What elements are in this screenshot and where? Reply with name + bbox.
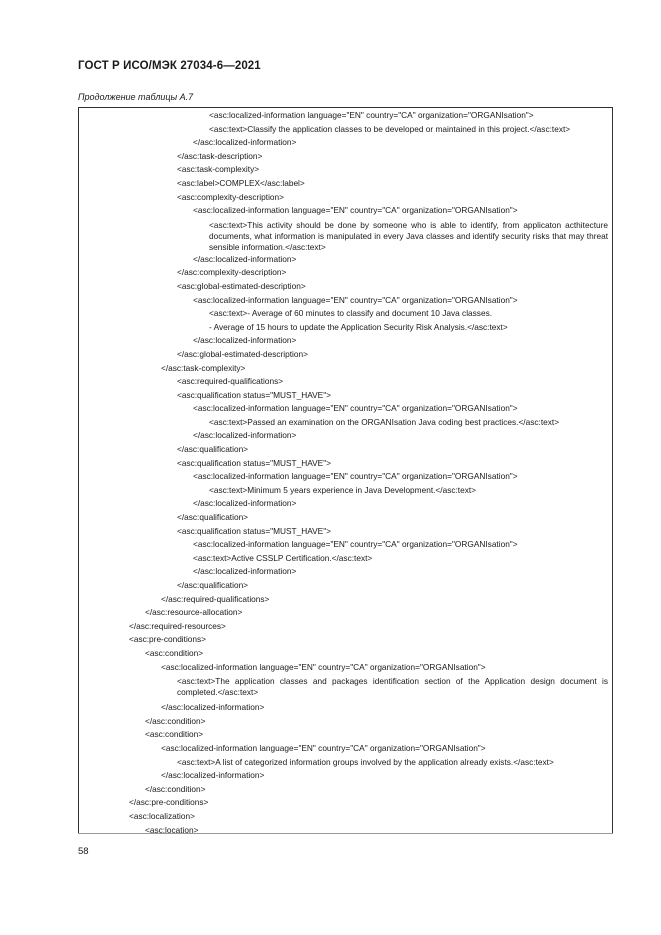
code-line: <asc:text>Minimum 5 years experience in Java Development.</asc:text> (209, 484, 477, 495)
code-line: <asc:qualification status="MUST_HAVE"> (177, 457, 331, 468)
code-line: <asc:condition> (145, 647, 204, 658)
code-line: <asc:text>Classify the application classes to be developed or maintained in this project.</asc:text> (209, 123, 571, 134)
code-line: </asc:pre-conditions> (129, 797, 209, 808)
code-line: </asc:localized-information> (193, 253, 297, 264)
code-line: </asc:localized-information> (193, 498, 297, 509)
code-line: <asc:text>This activity should be done by someone who is able to identify, from applicaton acthitecture documents, what information is manipulated in every Java classes and identify security risks that may threat sensible information.</asc:text> (209, 219, 608, 252)
code-line: <asc:condition> (145, 729, 204, 740)
code-line: <asc:localized-information language="EN" country="CA" organization="ORGANIsation"> (161, 742, 486, 753)
code-line: </asc:localized-information> (161, 702, 265, 713)
code-line: <asc:localized-information language="EN" country="CA" organization="ORGANIsation"> (193, 294, 518, 305)
code-line: </asc:localized-information> (193, 137, 297, 148)
code-line: </asc:qualification> (177, 444, 249, 455)
code-line: </asc:required-qualifications> (161, 593, 270, 604)
code-line: </asc:localized-information> (193, 566, 297, 577)
code-line: <asc:task-complexity> (177, 164, 260, 175)
code-line: <asc:localized-information language="EN" country="CA" organization="ORGANIsation"> (193, 403, 518, 414)
code-line: <asc:complexity-description> (177, 191, 284, 202)
code-line: <asc:location> (145, 824, 199, 835)
code-line: <asc:pre-conditions> (129, 634, 207, 645)
code-line: <asc:text>Passed an examination on the ORGANIsation Java coding best practices.</asc:text> (209, 416, 560, 427)
code-line: <asc:text>A list of categorized information groups involved by the application already exists.</asc:text> (177, 756, 554, 767)
code-line: <asc:text>The application classes and packages identification section of the Application design document is completed.</asc:text> (177, 676, 608, 698)
code-line: </asc:condition> (145, 715, 206, 726)
table-bottom-rule (78, 833, 613, 834)
code-line: <asc:localization> (129, 810, 195, 821)
code-line: <asc:global-estimated-description> (177, 280, 306, 291)
code-line: </asc:condition> (145, 783, 206, 794)
code-line: <asc:required-qualifications> (177, 376, 284, 387)
code-line: </asc:qualification> (177, 512, 249, 523)
code-line: <asc:localized-information language="EN" country="CA" organization="ORGANIsation"> (193, 205, 518, 216)
code-listing (79, 109, 612, 837)
page-number: 58 (78, 846, 89, 857)
code-line: <asc:localized-information language="EN" country="CA" organization="ORGANIsation"> (193, 539, 518, 550)
code-line: </asc:localized-information> (193, 430, 297, 441)
code-line: </asc:required-resources> (129, 620, 226, 631)
code-line: </asc:task-description> (177, 150, 263, 161)
code-line: <asc:label>COMPLEX</asc:label> (177, 177, 305, 188)
code-line: </asc:complexity-description> (177, 267, 287, 278)
code-table (78, 107, 613, 833)
code-line: <asc:localized-information language="EN" country="CA" organization="ORGANIsation"> (209, 110, 534, 120)
code-line: <asc:qualification status="MUST_HAVE"> (177, 525, 331, 536)
code-line: </asc:localized-information> (193, 335, 297, 346)
code-line: <asc:localized-information language="EN" country="CA" organization="ORGANIsation"> (193, 471, 518, 482)
code-line: </asc:global-estimated-description> (177, 348, 308, 359)
code-line: </asc:qualification> (177, 580, 249, 590)
code-line: <asc:qualification status="MUST_HAVE"> (177, 389, 331, 400)
code-line: <asc:localized-information language="EN" country="CA" organization="ORGANIsation"> (161, 661, 486, 672)
code-line: </asc:task-complexity> (161, 362, 246, 373)
code-line: - Average of 15 hours to update the Application Security Risk Analysis.</asc:text> (209, 321, 508, 332)
table-caption: Продолжение таблицы А.7 (78, 92, 194, 102)
code-line: </asc:resource-allocation> (145, 607, 243, 618)
code-line: </asc:localized-information> (161, 770, 265, 781)
code-line: <asc:text>- Average of 60 minutes to classify and document 10 Java classes. (209, 308, 493, 319)
standard-header: ГОСТ Р ИСО/МЭК 27034-6—2021 (78, 60, 261, 72)
code-line: <asc:text>Active CSSLP Certification.</asc:text> (193, 552, 373, 563)
